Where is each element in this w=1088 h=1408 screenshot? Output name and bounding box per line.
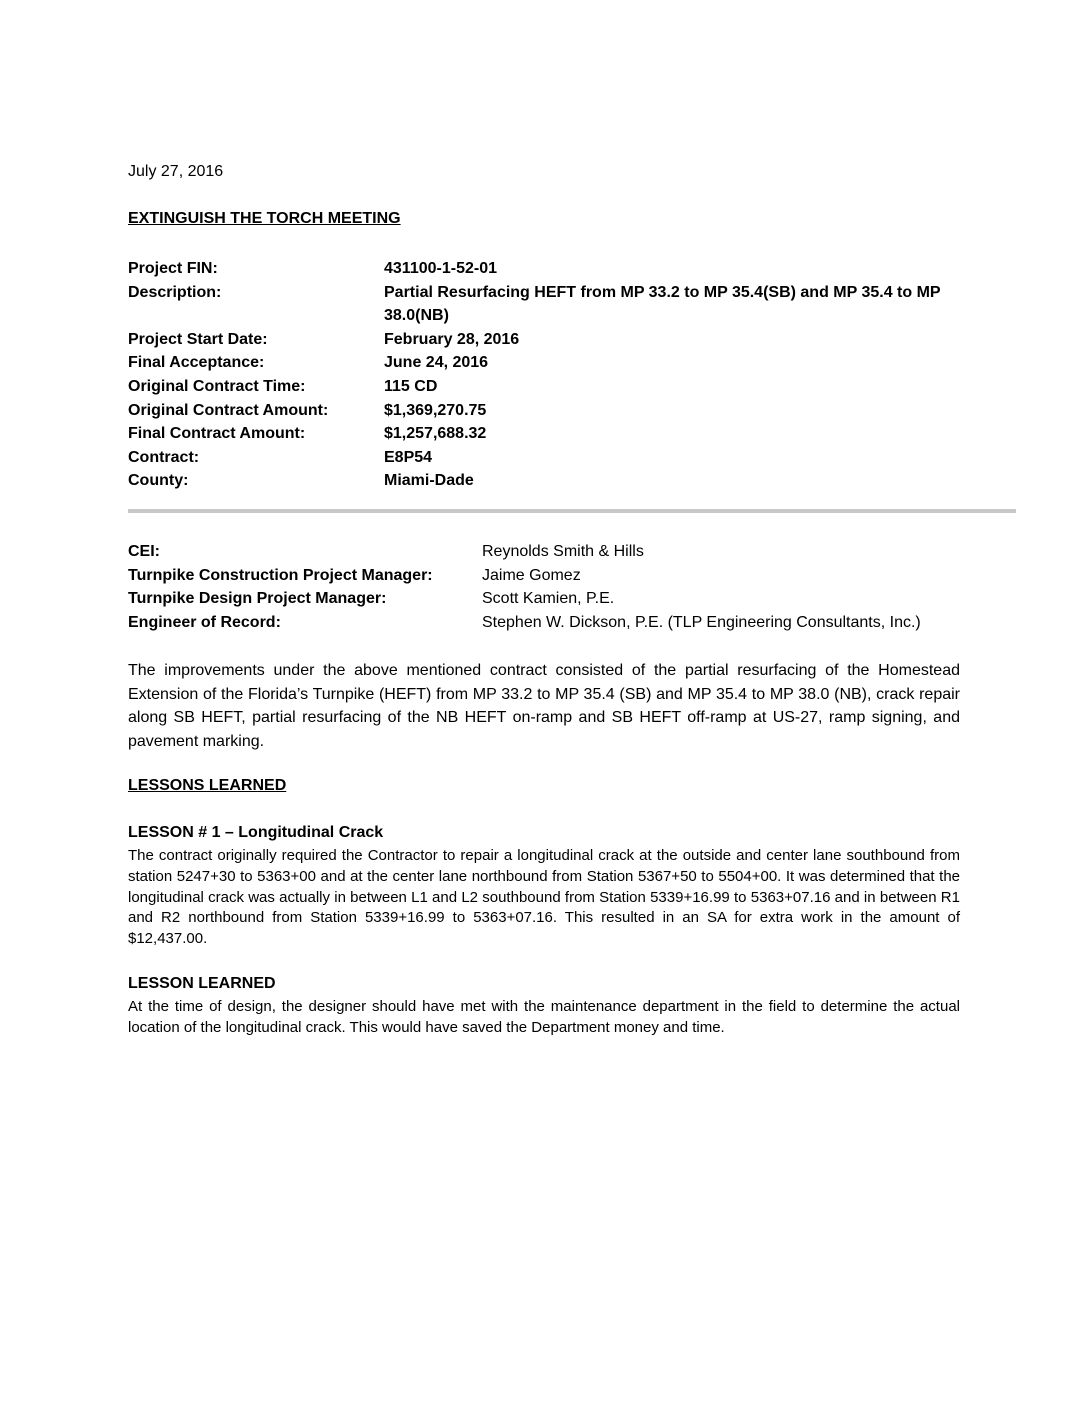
info-value: Miami-Dade — [384, 472, 474, 490]
info-value: E8P54 — [384, 448, 433, 466]
info-label: Original Contract Amount: — [128, 401, 329, 419]
document-date: July 27, 2016 — [128, 163, 224, 180]
personnel-row-engineer-of-record — [128, 611, 1008, 635]
personnel-value: Stephen W. Dickson, P.E. (TLP Engineering Consultants, Inc.) — [482, 613, 921, 631]
info-value: 115 CD — [384, 377, 438, 395]
info-label: Project FIN: — [128, 260, 218, 277]
info-row-final-amount — [128, 422, 968, 446]
info-value: June 24, 2016 — [384, 354, 489, 372]
personnel-row-cei — [128, 540, 1008, 564]
info-value: $1,257,688.32 — [384, 425, 487, 443]
personnel-label: CEI: — [128, 543, 160, 560]
info-row-original-amount — [128, 399, 968, 423]
info-label: County: — [128, 472, 189, 490]
personnel-value: Reynolds Smith & Hills — [482, 543, 644, 560]
lesson-learned-body: At the time of design, the designer should have met with the maintenance department in the field to determine the actual location of the longitudinal crack. This would have saved the Department money and time. — [128, 998, 960, 1036]
personnel-value: Jaime Gomez — [482, 566, 581, 584]
project-summary: The improvements under the above mentioned contract consisted of the partial resurfacing of the Homestead Extension of the Florida’s Turnpike (HEFT) from MP 33.2 to MP 35.4 (SB) and MP 35.4 to MP 38.0 (NB), crack repair along SB HEFT, partial resurfacing of the NB HEFT on-ramp and SB HEFT off-ramp at US-27, ramp signing, and pavement marking. — [128, 662, 960, 750]
info-row-final-acceptance — [128, 351, 968, 375]
info-value: February 28, 2016 — [384, 330, 520, 348]
info-label: Contract: — [128, 448, 200, 466]
info-row-description — [128, 281, 968, 328]
info-label: Final Acceptance: — [128, 354, 265, 372]
info-row-contract-time — [128, 375, 968, 399]
info-label: Description: — [128, 283, 222, 301]
personnel-label: Engineer of Record: — [128, 613, 281, 631]
section-divider — [128, 509, 1016, 513]
personnel-table — [128, 540, 1008, 634]
info-row-county — [128, 469, 968, 493]
info-label: Original Contract Time: — [128, 377, 306, 395]
personnel-label: Turnpike Design Project Manager: — [128, 590, 387, 608]
personnel-label: Turnpike Construction Project Manager: — [128, 566, 433, 584]
info-value: 431100-1-52-01 — [384, 260, 497, 277]
meeting-title: EXTINGUISH THE TORCH MEETING — [128, 210, 401, 227]
info-value: $1,369,270.75 — [384, 401, 487, 419]
lessons-heading: LESSONS LEARNED — [128, 777, 287, 794]
info-row-contract — [128, 446, 968, 470]
lesson-1-body: The contract originally required the Contractor to repair a longitudinal crack at the outside and center lane southbound from station 5247+30 to 5363+00 and at the center lane northbound from Station 5367+50 to 5504+00. It was determined that the longitudinal crack was actually in between L1 and L2 southbound from Station 5339+16.99 to 5363+07.16 and in between R1 and R2 northbound from Station 5339+16.99 to 5363+07.16. This resulted in an SA for extra work in the amount of $12,437.00. — [128, 847, 960, 948]
info-row-start-date — [128, 328, 968, 352]
info-label: Project Start Date: — [128, 330, 268, 348]
personnel-row-design-pm — [128, 587, 1008, 611]
personnel-value: Scott Kamien, P.E. — [482, 590, 615, 608]
lesson-learned-title: LESSON LEARNED — [128, 975, 276, 992]
lesson-1-title: LESSON # 1 – Longitudinal Crack — [128, 824, 384, 841]
personnel-row-construction-pm — [128, 564, 1008, 588]
info-label: Final Contract Amount: — [128, 425, 306, 443]
info-row-project-fin — [128, 257, 968, 281]
project-info-table — [128, 257, 968, 493]
info-value: Partial Resurfacing HEFT from MP 33.2 to MP 35.4(SB) and MP 35.4 to MP 38.0(NB) — [384, 283, 941, 325]
